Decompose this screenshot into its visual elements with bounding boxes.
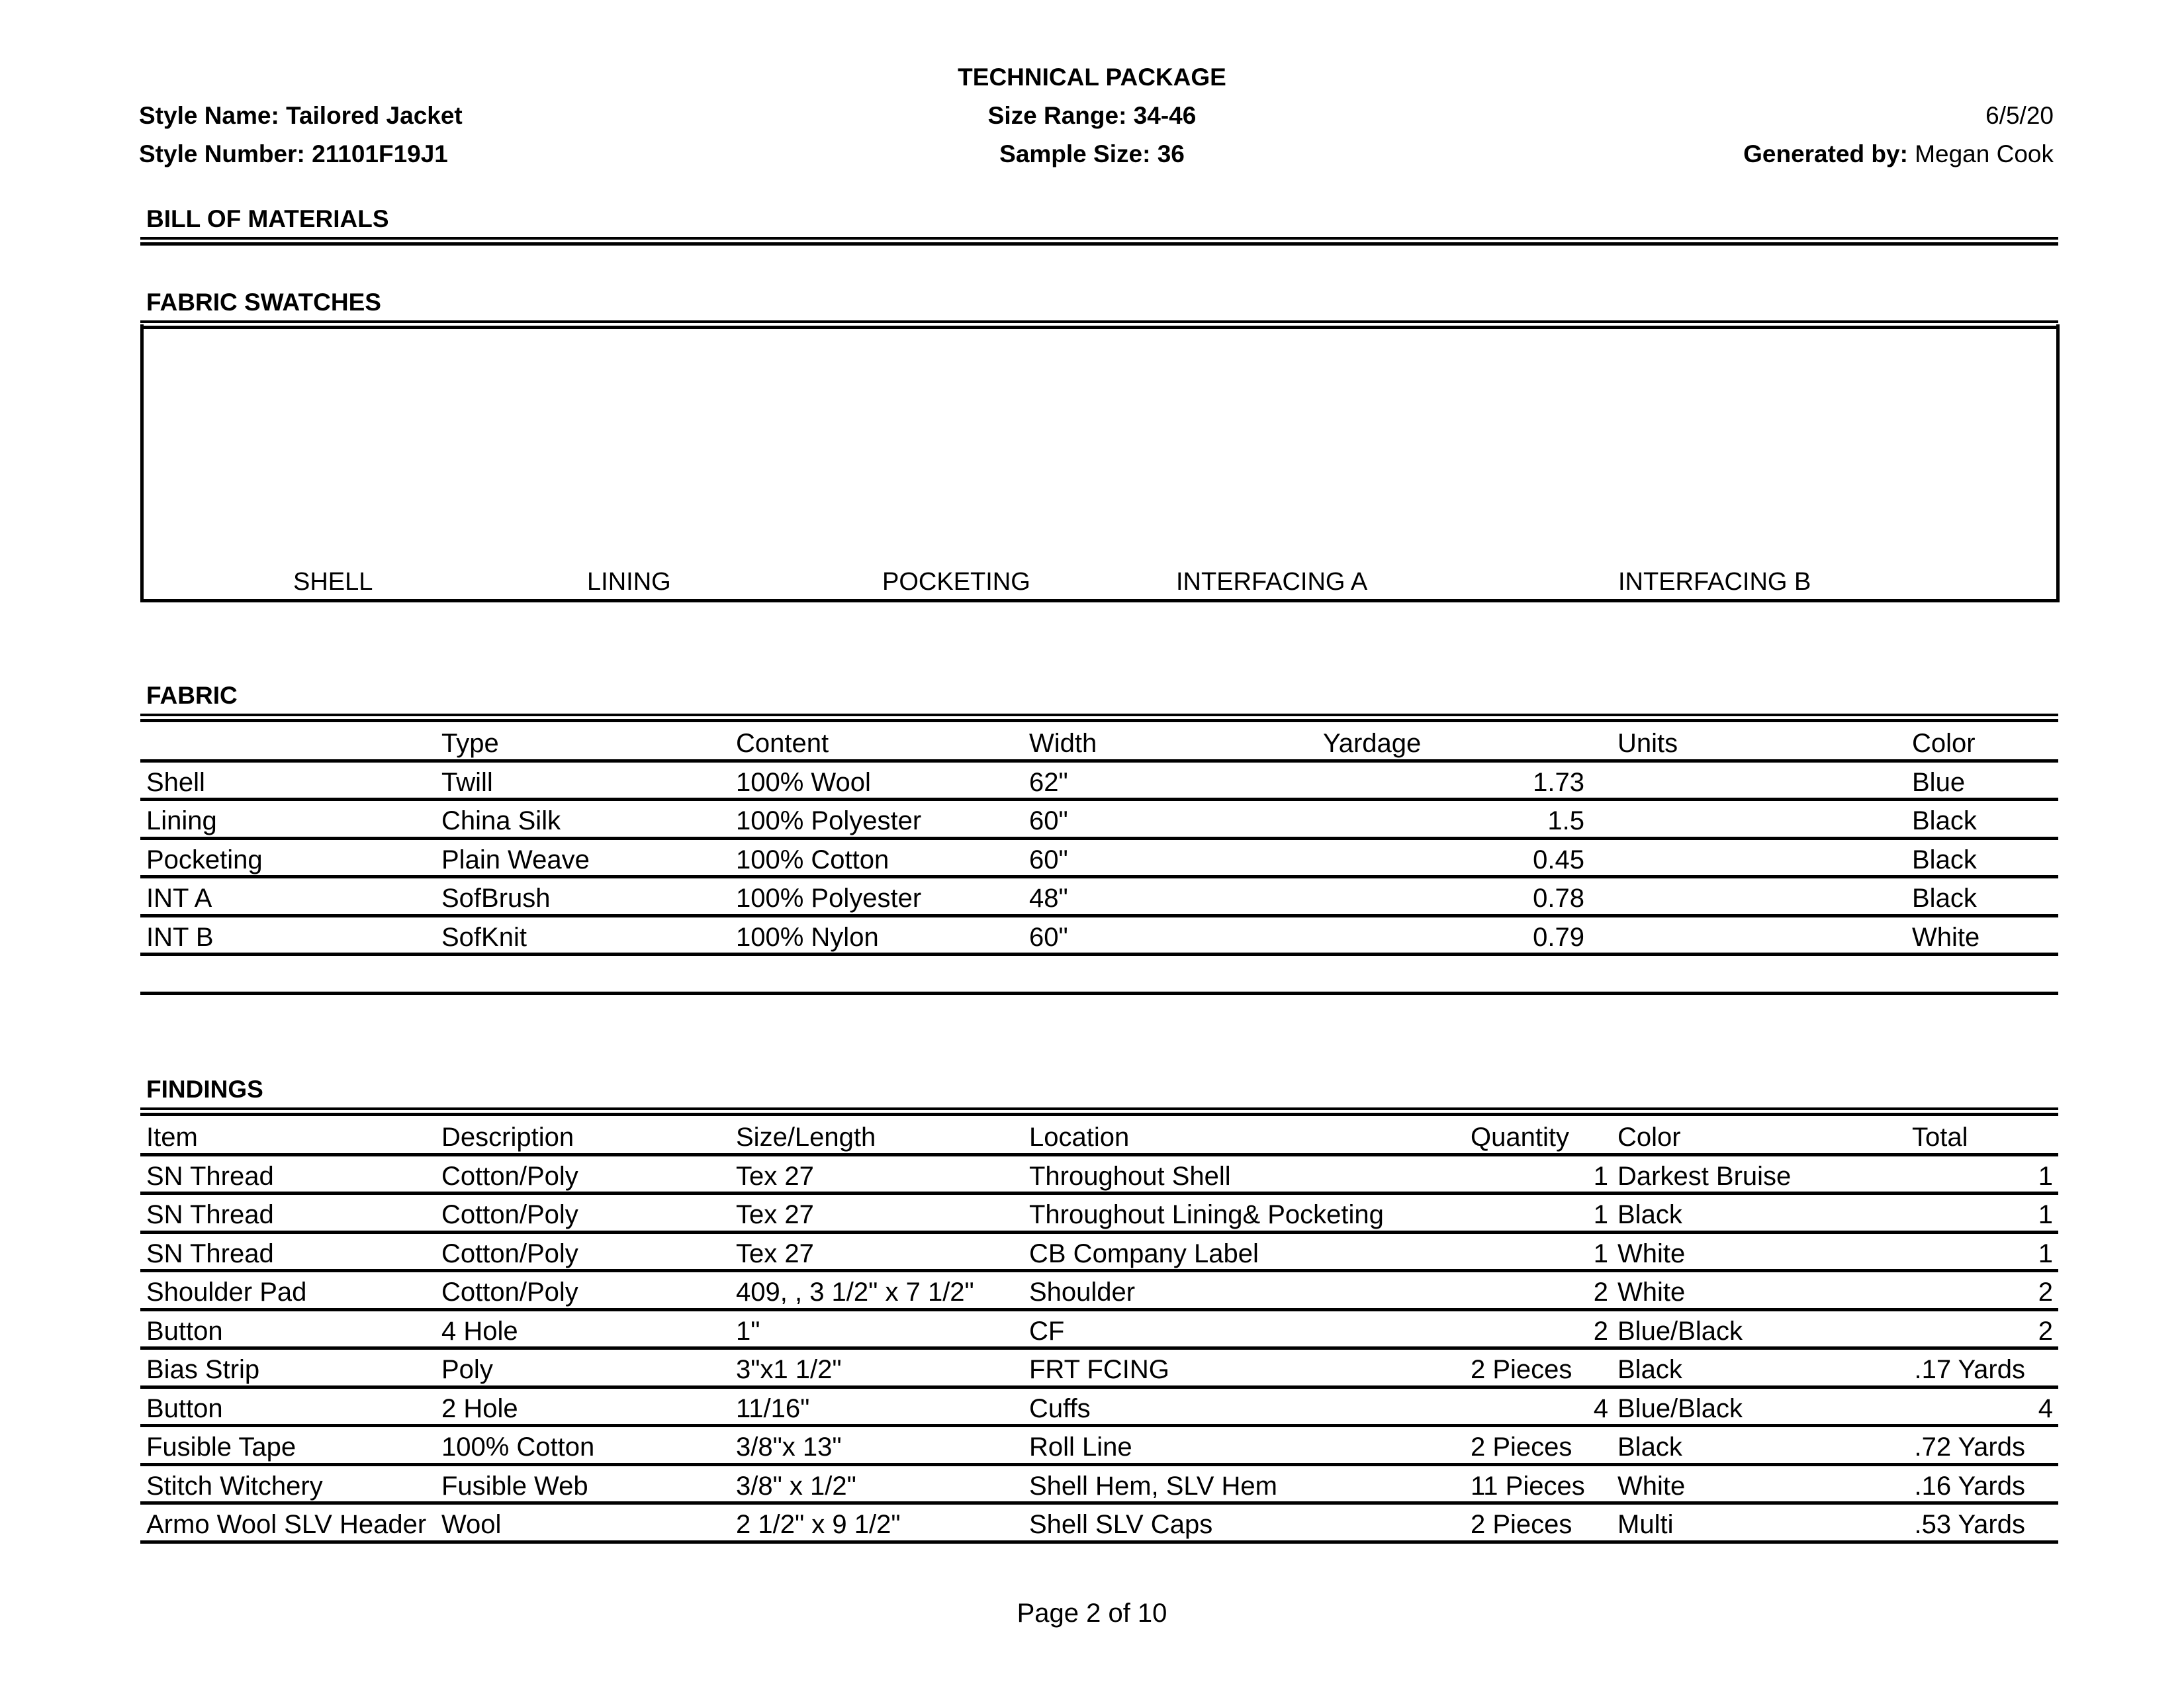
column-header-item: Item <box>146 1123 198 1152</box>
document-date: 6/5/20 <box>1985 102 2054 129</box>
fabric-content: 100% Cotton <box>736 845 889 874</box>
finding-color: Darkest Bruise <box>1617 1161 1792 1191</box>
swatch-label-interfacing-a: INTERFACING A <box>1176 568 1368 596</box>
table-row <box>140 1427 2058 1466</box>
finding-total: 2 <box>2038 1316 2053 1346</box>
column-header-location: Location <box>1029 1123 1130 1152</box>
style-name-value: Tailored Jacket <box>286 102 463 129</box>
finding-location: Shell Hem, SLV Hem <box>1029 1471 1277 1501</box>
column-header-color: Color <box>1617 1123 1681 1152</box>
table-row <box>140 1350 2058 1389</box>
finding-size: 11/16" <box>736 1393 810 1423</box>
finding-color: White <box>1617 1278 1686 1307</box>
finding-quantity: 1 <box>1593 1161 1608 1191</box>
finding-size: 3/8" x 1/2" <box>736 1471 856 1501</box>
column-header-units: Units <box>1617 729 1678 758</box>
finding-quantity: 1 <box>1593 1200 1608 1229</box>
fabric-type: SofKnit <box>441 922 527 952</box>
finding-location: Shoulder <box>1029 1278 1136 1307</box>
finding-total: 2 <box>2038 1278 2053 1307</box>
finding-item: SN Thread <box>146 1161 274 1191</box>
finding-item: Stitch Witchery <box>146 1471 323 1501</box>
finding-size: 2 1/2" x 9 1/2" <box>736 1510 901 1539</box>
fabric-content: 100% Wool <box>736 767 871 797</box>
finding-item: Button <box>146 1393 223 1423</box>
table-row <box>140 917 2058 957</box>
swatch-label-interfacing-b: INTERFACING B <box>1618 568 1811 596</box>
fabric-name: Shell <box>146 767 205 797</box>
fabric-color: Blue <box>1912 767 1966 797</box>
bill-of-materials-title: BILL OF MATERIALS <box>146 205 389 232</box>
document-title: TECHNICAL PACKAGE <box>958 64 1226 91</box>
finding-quantity: 1 <box>1593 1239 1608 1268</box>
finding-color: Black <box>1617 1432 1682 1462</box>
section-divider <box>140 237 2058 246</box>
fabric-name: INT A <box>146 884 212 913</box>
finding-size: 409, , 3 1/2" x 7 1/2" <box>736 1278 974 1307</box>
sample-size <box>893 140 1291 169</box>
style-number <box>139 140 448 169</box>
fabric-yardage: 1.5 <box>1547 806 1584 835</box>
finding-quantity: 4 <box>1593 1393 1608 1423</box>
fabric-content: 100% Nylon <box>736 922 879 952</box>
fabric-type: Twill <box>441 767 493 797</box>
generated-by-value: Megan Cook <box>1915 140 2054 167</box>
finding-quantity: 2 Pieces <box>1471 1432 1572 1462</box>
finding-total: 1 <box>2038 1161 2053 1191</box>
style-number-value: 21101F19J1 <box>312 140 448 167</box>
table-row <box>140 1272 2058 1311</box>
fabric-name: Lining <box>146 806 217 835</box>
style-number-label: Style Number: <box>139 140 305 167</box>
finding-location: Throughout Lining& Pocketing <box>1029 1200 1384 1229</box>
size-range <box>893 101 1291 130</box>
fabric-width: 60" <box>1029 922 1068 952</box>
table-row <box>140 1234 2058 1273</box>
sample-size-label: Sample Size: <box>999 140 1151 167</box>
fabric-color: Black <box>1912 845 1977 874</box>
swatch-label-shell: SHELL <box>293 568 373 596</box>
sample-size-value: 36 <box>1157 140 1185 167</box>
fabric-type: SofBrush <box>441 884 551 913</box>
finding-color: Blue/Black <box>1617 1316 1743 1346</box>
finding-quantity: 2 <box>1593 1316 1608 1346</box>
fabric-content: 100% Polyester <box>736 806 922 835</box>
finding-total: .16 Yards <box>1914 1471 2025 1501</box>
table-row <box>140 878 2058 917</box>
finding-description: 2 Hole <box>441 1393 518 1423</box>
fabric-table-header <box>140 724 2058 763</box>
fabric-width: 60" <box>1029 806 1068 835</box>
section-divider <box>140 714 2058 722</box>
finding-location: Cuffs <box>1029 1393 1091 1423</box>
fabric-yardage: 0.79 <box>1533 922 1584 952</box>
finding-total: .17 Yards <box>1914 1355 2025 1384</box>
style-name <box>139 101 463 130</box>
finding-location: CB Company Label <box>1029 1239 1259 1268</box>
table-row <box>140 801 2058 840</box>
table-row <box>140 763 2058 802</box>
column-header-total: Total <box>1912 1123 1968 1152</box>
fabric-swatches-box <box>140 324 2060 602</box>
finding-color: Blue/Black <box>1617 1393 1743 1423</box>
finding-total: 1 <box>2038 1200 2053 1229</box>
table-row <box>140 1156 2058 1196</box>
fabric-name: INT B <box>146 922 214 952</box>
column-header-size: Size/Length <box>736 1123 876 1152</box>
finding-description: Cotton/Poly <box>441 1239 578 1268</box>
finding-item: Fusible Tape <box>146 1432 296 1462</box>
finding-item: SN Thread <box>146 1200 274 1229</box>
swatch-label-lining: LINING <box>587 568 671 596</box>
generated-by <box>1588 140 2054 169</box>
fabric-color: Black <box>1912 806 1977 835</box>
swatch-label-pocketing: POCKETING <box>882 568 1030 596</box>
column-header-content: Content <box>736 729 829 758</box>
finding-quantity: 2 Pieces <box>1471 1355 1572 1384</box>
column-header-quantity: Quantity <box>1471 1123 1569 1152</box>
table-row <box>140 840 2058 879</box>
size-range-label: Size Range: <box>987 102 1127 129</box>
finding-quantity: 11 Pieces <box>1471 1471 1585 1501</box>
finding-item: Bias Strip <box>146 1355 260 1384</box>
fabric-type: China Silk <box>441 806 561 835</box>
table-row <box>140 1466 2058 1505</box>
finding-description: Cotton/Poly <box>441 1200 578 1229</box>
finding-description: Wool <box>441 1510 502 1539</box>
finding-item: SN Thread <box>146 1239 274 1268</box>
generated-by-label: Generated by: <box>1743 140 1908 167</box>
column-header-yardage: Yardage <box>1323 729 1422 758</box>
table-row <box>140 1195 2058 1234</box>
size-range-value: 34-46 <box>1133 102 1197 129</box>
findings-table <box>140 1117 2058 1544</box>
finding-location: CF <box>1029 1316 1065 1346</box>
column-header-description: Description <box>441 1123 574 1152</box>
fabric-width: 60" <box>1029 845 1068 874</box>
finding-item: Shoulder Pad <box>146 1278 307 1307</box>
finding-item: Armo Wool SLV Header <box>146 1510 427 1539</box>
table-row <box>140 1505 2058 1544</box>
table-row-empty <box>140 956 2058 995</box>
finding-total: 4 <box>2038 1393 2053 1423</box>
fabric-color: White <box>1912 922 1980 952</box>
finding-description: Cotton/Poly <box>441 1278 578 1307</box>
fabric-yardage: 0.78 <box>1533 884 1584 913</box>
fabric-content: 100% Polyester <box>736 884 922 913</box>
section-divider <box>140 1107 2058 1116</box>
fabric-table <box>140 724 2058 995</box>
fabric-yardage: 0.45 <box>1533 845 1584 874</box>
finding-size: Tex 27 <box>736 1161 814 1191</box>
finding-size: 1" <box>736 1316 760 1346</box>
finding-color: Black <box>1617 1200 1682 1229</box>
fabric-width: 48" <box>1029 884 1068 913</box>
finding-color: Black <box>1617 1355 1682 1384</box>
finding-description: Fusible Web <box>441 1471 588 1501</box>
fabric-width: 62" <box>1029 767 1068 797</box>
finding-quantity: 2 <box>1593 1278 1608 1307</box>
finding-description: Poly <box>441 1355 493 1384</box>
finding-size: 3/8"x 13" <box>736 1432 842 1462</box>
findings-title: FINDINGS <box>146 1076 263 1103</box>
finding-description: 100% Cotton <box>441 1432 595 1462</box>
finding-total: 1 <box>2038 1239 2053 1268</box>
page-number: Page 2 of 10 <box>1017 1599 1167 1628</box>
fabric-color: Black <box>1912 884 1977 913</box>
finding-location: Roll Line <box>1029 1432 1132 1462</box>
finding-location: FRT FCING <box>1029 1355 1169 1384</box>
table-row <box>140 1389 2058 1428</box>
finding-location: Throughout Shell <box>1029 1161 1231 1191</box>
fabric-yardage: 1.73 <box>1533 767 1584 797</box>
finding-location: Shell SLV Caps <box>1029 1510 1213 1539</box>
fabric-title: FABRIC <box>146 682 238 709</box>
finding-total: .53 Yards <box>1914 1510 2025 1539</box>
finding-item: Button <box>146 1316 223 1346</box>
finding-size: 3"x1 1/2" <box>736 1355 842 1384</box>
finding-description: 4 Hole <box>441 1316 518 1346</box>
column-header-color: Color <box>1912 729 1976 758</box>
finding-description: Cotton/Poly <box>441 1161 578 1191</box>
fabric-name: Pocketing <box>146 845 263 874</box>
finding-size: Tex 27 <box>736 1239 814 1268</box>
finding-color: Multi <box>1617 1510 1674 1539</box>
fabric-type: Plain Weave <box>441 845 590 874</box>
finding-color: White <box>1617 1239 1686 1268</box>
findings-table-header <box>140 1117 2058 1156</box>
fabric-swatches-title: FABRIC SWATCHES <box>146 289 381 316</box>
finding-quantity: 2 Pieces <box>1471 1510 1572 1539</box>
style-name-label: Style Name: <box>139 102 279 129</box>
column-header-width: Width <box>1029 729 1097 758</box>
finding-total: .72 Yards <box>1914 1432 2025 1462</box>
column-header-type: Type <box>441 729 499 758</box>
finding-color: White <box>1617 1471 1686 1501</box>
table-row <box>140 1311 2058 1350</box>
finding-size: Tex 27 <box>736 1200 814 1229</box>
